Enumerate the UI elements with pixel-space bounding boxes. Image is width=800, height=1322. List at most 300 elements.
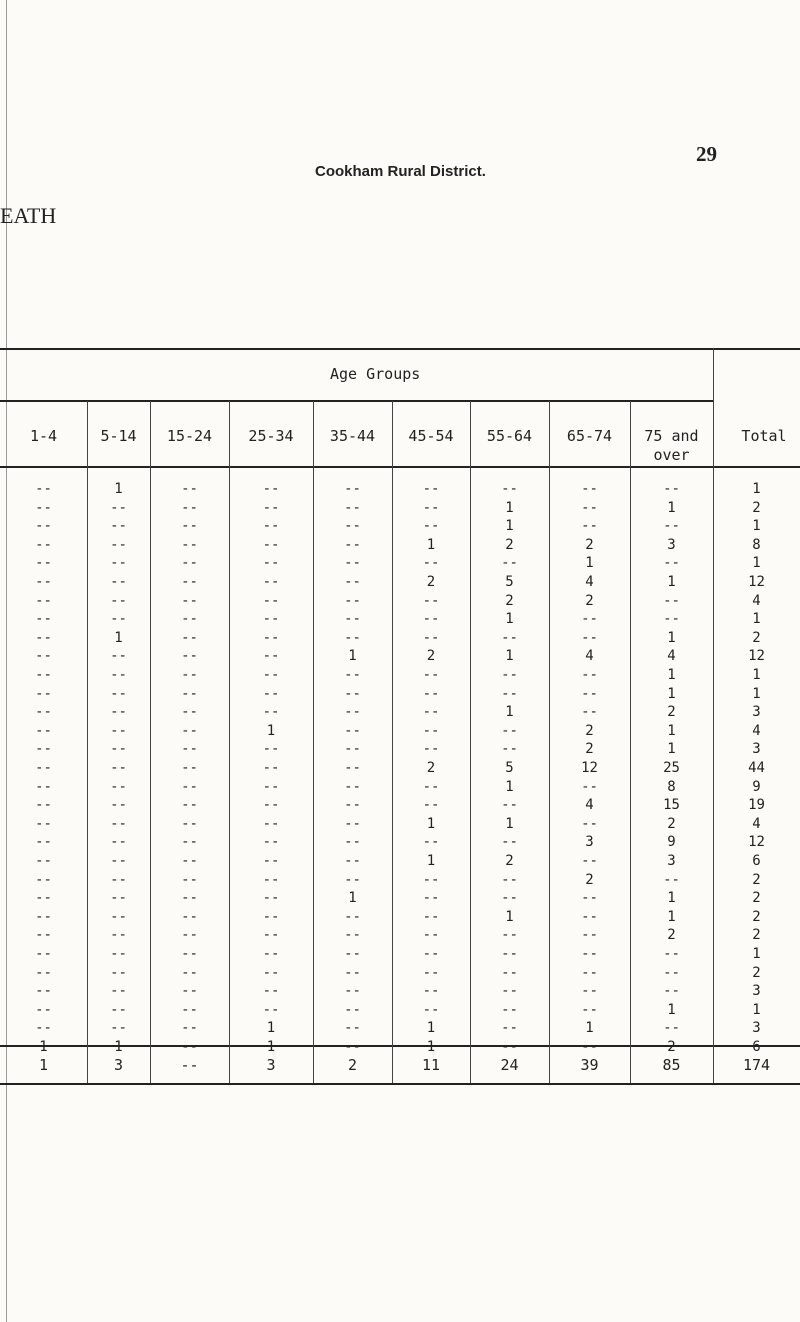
table-cell: -- (501, 1020, 518, 1037)
table-cell: 1 (752, 481, 761, 497)
table-cell: -- (35, 574, 52, 590)
table-cell: 2 (585, 741, 594, 758)
table-cell: 1 (505, 704, 514, 721)
district-title: Cookham Rural District. (315, 163, 486, 180)
table-cell: -- (110, 1020, 127, 1037)
table-cell: -- (344, 853, 361, 869)
table-cell: -- (663, 1020, 680, 1037)
table-cell: -- (181, 704, 198, 721)
table-cell: -- (35, 1001, 52, 1018)
table-cell: -- (581, 1039, 598, 1055)
table-cell: 3 (752, 704, 761, 721)
table-cell: -- (422, 890, 440, 907)
table-cell: -- (501, 871, 518, 888)
table-cell: -- (422, 667, 440, 683)
table-cell: 1 (505, 778, 514, 795)
table-cell: -- (181, 946, 198, 962)
table-cell: -- (110, 667, 127, 683)
table-cell: 2 (585, 871, 594, 888)
table-cell: 1 (752, 518, 761, 535)
table-cell: 9 (752, 778, 761, 795)
table-cell: -- (262, 518, 280, 535)
table-cell: -- (581, 499, 598, 516)
table-cell: 2 (505, 853, 514, 869)
table-cell: 1 (752, 946, 761, 962)
table-cell: 1 (752, 611, 761, 628)
table-cell: -- (181, 964, 198, 981)
table-cell: -- (35, 518, 52, 535)
table-cell: 1 (505, 908, 514, 925)
table-cell: -- (581, 704, 598, 721)
table-cell: 2 (505, 592, 514, 609)
table-cell: 4 (585, 648, 594, 665)
table-cell: 44 (748, 760, 765, 776)
table-cell: 3 (667, 853, 676, 869)
table-cell: -- (181, 815, 198, 832)
column-header: 45-54 (408, 427, 454, 445)
table-cell: -- (262, 946, 280, 962)
table-cell: 2 (667, 927, 676, 944)
table-cell: 1 (114, 1039, 123, 1055)
table-cell: -- (344, 667, 361, 683)
table-cell: -- (262, 648, 280, 665)
table-cell: -- (501, 983, 518, 1000)
table-cell: -- (581, 518, 598, 535)
table-cell: -- (35, 741, 52, 758)
table-cell: 2 (426, 574, 436, 590)
table-cell: -- (181, 481, 198, 497)
table-cell: -- (422, 871, 440, 888)
table-cell: -- (344, 722, 361, 739)
table-top-rule (0, 348, 800, 350)
table-cell: 1 (505, 648, 514, 665)
table-cell: -- (181, 778, 198, 795)
table-cell: -- (344, 741, 361, 758)
table-cell: -- (262, 983, 280, 1000)
table-cell: -- (110, 778, 127, 795)
total-cell: 3 (266, 1056, 276, 1074)
table-cell: -- (501, 667, 518, 683)
column-header: 65-74 (566, 427, 613, 445)
table-cell: -- (422, 1001, 440, 1018)
table-cell: 1 (667, 1001, 676, 1018)
table-cell: 1 (348, 648, 357, 665)
table-cell: 1 (667, 499, 676, 516)
table-cell: 2 (426, 648, 436, 665)
table-cell: 4 (585, 797, 594, 814)
table-cell: 1 (505, 518, 514, 535)
table-cell: 12 (748, 834, 765, 851)
table-cell: -- (663, 983, 680, 1000)
table-cell: -- (110, 685, 127, 702)
table-cell: -- (110, 518, 127, 535)
table-cell: -- (663, 946, 680, 962)
table-cell: -- (110, 722, 127, 739)
table-cell: 2 (585, 592, 594, 609)
table-cell: -- (581, 890, 598, 907)
table-cell: -- (344, 499, 361, 516)
table-cell: 2 (667, 704, 676, 721)
table-cell: -- (35, 871, 52, 888)
table-cell: -- (581, 983, 598, 1000)
header-divider-rule (0, 400, 713, 402)
table-cell: 1 (667, 667, 676, 683)
table-cell: -- (422, 983, 440, 1000)
table-cell: -- (344, 760, 361, 776)
table-cell: -- (181, 908, 198, 925)
total-cell: 85 (662, 1056, 681, 1074)
table-cell: -- (501, 927, 518, 944)
table-cell: -- (262, 927, 280, 944)
table-cell: 1 (752, 555, 761, 572)
table-cell: -- (344, 834, 361, 851)
table-cell: 5 (505, 574, 514, 590)
table-cell: -- (35, 722, 52, 739)
table-cell: -- (181, 722, 198, 739)
table-cell: 1 (585, 555, 594, 572)
table-cell: -- (262, 536, 280, 553)
table-cell: 2 (752, 629, 761, 646)
table-cell: -- (110, 741, 127, 758)
table-cell: -- (422, 778, 440, 795)
table-cell: -- (501, 722, 518, 739)
column-header: 35-44 (329, 427, 376, 445)
column-header-total: Total (741, 427, 787, 445)
table-cell: 5 (505, 760, 514, 776)
table-cell: -- (181, 741, 198, 758)
table-cell: -- (262, 685, 280, 702)
table-cell: -- (344, 555, 361, 572)
table-cell: -- (422, 797, 440, 814)
table-cell: -- (35, 908, 52, 925)
table-cell: -- (110, 574, 127, 590)
table-cell: -- (422, 629, 440, 646)
table-cell: -- (262, 574, 280, 590)
table-cell: 12 (748, 574, 765, 590)
table-cell: -- (422, 499, 440, 516)
total-cell: -- (180, 1056, 199, 1074)
table-cell: -- (344, 797, 361, 814)
table-cell: -- (422, 518, 440, 535)
total-cell: 11 (421, 1056, 441, 1074)
table-cell: -- (35, 481, 52, 497)
table-cell: -- (501, 964, 518, 981)
table-cell: -- (501, 1001, 518, 1018)
table-cell: -- (344, 518, 361, 535)
column-header: 1-4 (29, 427, 58, 445)
table-cell: -- (181, 1039, 198, 1055)
table-cell: -- (581, 853, 598, 869)
table-cell: -- (501, 741, 518, 758)
table-cell: 6 (752, 853, 761, 869)
table-cell: 2 (752, 964, 761, 981)
table-cell: -- (181, 499, 198, 516)
table-cell: 1 (752, 1001, 761, 1018)
table-cell: -- (35, 611, 52, 628)
table-cell: -- (181, 983, 198, 1000)
table-cell: -- (344, 611, 361, 628)
table-cell: -- (501, 555, 518, 572)
table-cell: -- (35, 1020, 52, 1037)
table-cell: -- (110, 815, 127, 832)
table-cell: -- (344, 908, 361, 925)
table-cell: -- (181, 592, 198, 609)
table-cell: 1 (426, 853, 436, 869)
table-cell: -- (344, 815, 361, 832)
table-cell: -- (581, 611, 598, 628)
table-cell: 4 (752, 815, 761, 832)
table-cell: -- (262, 499, 280, 516)
table-cell: -- (262, 908, 280, 925)
table-cell: -- (35, 964, 52, 981)
table-cell: -- (110, 927, 127, 944)
table-cell: 4 (752, 592, 761, 609)
table-cell: -- (344, 964, 361, 981)
section-label: EATH (0, 203, 57, 228)
page-number: 29 (696, 142, 717, 166)
table-cell: 12 (581, 760, 598, 776)
table-cell: -- (181, 611, 198, 628)
table-cell: -- (110, 499, 127, 516)
table-cell: -- (581, 946, 598, 962)
table-cell: -- (35, 778, 52, 795)
table-cell: -- (262, 741, 280, 758)
table-cell: 1 (426, 1020, 436, 1037)
table-cell: 2 (505, 536, 514, 553)
table-cell: -- (35, 667, 52, 683)
table-cell: 1 (667, 908, 676, 925)
table-cell: 2 (752, 871, 761, 888)
table-cell: -- (581, 778, 598, 795)
table-cell: 2 (752, 927, 761, 944)
table-cell: -- (181, 834, 198, 851)
table-cell: -- (262, 760, 280, 776)
table-cell: 2 (752, 499, 761, 516)
table-cell: -- (663, 964, 680, 981)
table-cell: 19 (748, 797, 765, 814)
table-cell: 8 (752, 536, 761, 553)
table-cell: -- (110, 834, 127, 851)
table-cell: -- (110, 871, 127, 888)
table-cell: -- (344, 1039, 361, 1055)
table-cell: -- (344, 1020, 361, 1037)
table-cell: -- (110, 964, 127, 981)
table-cell: 1 (667, 741, 676, 758)
table-cell: 3 (752, 1020, 761, 1037)
table-cell: -- (110, 908, 127, 925)
table-cell: -- (110, 760, 127, 776)
table-cell: -- (181, 574, 198, 590)
table-cell: 1 (667, 890, 676, 907)
table-cell: 25 (663, 760, 680, 776)
table-cell: -- (262, 1001, 280, 1018)
table-cell: -- (422, 592, 440, 609)
table-cell: -- (35, 946, 52, 962)
table-cell: -- (110, 536, 127, 553)
table-cell: 1 (505, 499, 514, 516)
table-cell: -- (181, 1001, 198, 1018)
table-cell: -- (422, 834, 440, 851)
table-cell: -- (344, 685, 361, 702)
table-cell: -- (110, 797, 127, 814)
table-cell: -- (501, 946, 518, 962)
table-cell: 1 (505, 815, 514, 832)
table-cell: -- (422, 927, 440, 944)
table-cell: -- (663, 518, 680, 535)
table-bottom-rule (0, 1083, 800, 1085)
table-cell: -- (35, 648, 52, 665)
column-header: 55-64 (486, 427, 533, 445)
table-cell: -- (344, 592, 361, 609)
table-cell: -- (181, 871, 198, 888)
table-cell: 1 (752, 685, 761, 702)
table-cell: -- (262, 592, 280, 609)
table-cell: -- (663, 871, 680, 888)
table-cell: -- (344, 1001, 361, 1018)
table-cell: -- (181, 536, 198, 553)
table-cell: -- (110, 704, 127, 721)
column-header: 75 and over (644, 427, 699, 464)
table-cell: -- (35, 555, 52, 572)
table-cell: 3 (752, 741, 761, 758)
table-cell: -- (181, 797, 198, 814)
table-cell: -- (181, 667, 198, 683)
table-cell: -- (35, 890, 52, 907)
table-cell: 1 (114, 481, 123, 497)
table-cell: 3 (667, 536, 676, 553)
table-cell: -- (35, 536, 52, 553)
table-cell: -- (181, 1020, 198, 1037)
table-cell: -- (501, 1039, 518, 1055)
table-cell: -- (181, 518, 198, 535)
table-cell: -- (422, 946, 440, 962)
table-cell: -- (181, 890, 198, 907)
table-cell: 1 (426, 1039, 436, 1055)
table-cell: 1 (426, 815, 436, 832)
table-cell: -- (181, 927, 198, 944)
table-cell: -- (35, 760, 52, 776)
table-cell: -- (344, 927, 361, 944)
table-cell: -- (501, 797, 518, 814)
table-cell: -- (344, 629, 361, 646)
table-cell: 4 (667, 648, 676, 665)
table-cell: 4 (585, 574, 594, 590)
table-cell: -- (344, 481, 361, 497)
table-cell: -- (344, 983, 361, 1000)
table-cell: 2 (667, 1039, 676, 1055)
table-cell: -- (35, 797, 52, 814)
table-cell: -- (110, 890, 127, 907)
table-cell: 3 (752, 983, 761, 1000)
table-cell: -- (110, 592, 127, 609)
table-cell: -- (422, 555, 440, 572)
table-cell: -- (581, 1001, 598, 1018)
header-bottom-rule (0, 466, 800, 468)
table-cell: -- (181, 555, 198, 572)
table-cell: 1 (114, 629, 123, 646)
table-cell: -- (35, 704, 52, 721)
table-cell: -- (181, 648, 198, 665)
table-cell: 1 (426, 536, 436, 553)
table-cell: -- (663, 555, 680, 572)
table-cell: -- (262, 481, 280, 497)
total-cell: 39 (580, 1056, 599, 1074)
table-cell: -- (262, 834, 280, 851)
table-cell: -- (110, 555, 127, 572)
table-cell: -- (501, 629, 518, 646)
column-header: 15-24 (166, 427, 213, 445)
table-cell: -- (581, 685, 598, 702)
age-groups-header: Age Groups (330, 365, 421, 383)
table-cell: -- (581, 908, 598, 925)
table-cell: 1 (667, 574, 676, 590)
table-cell: 1 (667, 629, 676, 646)
table-cell: -- (262, 853, 280, 869)
table-cell: -- (581, 667, 598, 683)
total-cell: 2 (347, 1056, 358, 1074)
table-cell: -- (35, 499, 52, 516)
table-cell: -- (262, 797, 280, 814)
table-cell: 1 (266, 1039, 276, 1055)
table-cell: -- (262, 629, 280, 646)
table-cell: -- (344, 536, 361, 553)
table-cell: -- (110, 853, 127, 869)
table-cell: -- (422, 908, 440, 925)
column-header: 5-14 (100, 427, 137, 445)
table-cell: 1 (39, 1039, 48, 1055)
total-cell: 174 (742, 1056, 771, 1074)
table-cell: -- (262, 778, 280, 795)
table-cell: -- (422, 741, 440, 758)
table-cell: -- (344, 574, 361, 590)
table-cell: 2 (585, 722, 594, 739)
total-cell: 3 (113, 1056, 124, 1074)
table-cell: 2 (752, 890, 761, 907)
table-cell: -- (422, 722, 440, 739)
table-cell: -- (344, 871, 361, 888)
table-cell: -- (422, 611, 440, 628)
table-cell: -- (344, 704, 361, 721)
table-cell: 2 (752, 908, 761, 925)
table-cell: 15 (663, 797, 680, 814)
table-cell: 1 (667, 685, 676, 702)
table-cell: -- (581, 927, 598, 944)
table-cell: -- (181, 853, 198, 869)
table-cell: 1 (667, 722, 676, 739)
table-cell: -- (663, 592, 680, 609)
table-cell: -- (663, 611, 680, 628)
table-cell: 9 (667, 834, 676, 851)
table-cell: -- (110, 946, 127, 962)
table-cell: -- (181, 629, 198, 646)
table-cell: -- (501, 890, 518, 907)
column-header: 25-34 (248, 427, 294, 445)
table-cell: 1 (585, 1020, 594, 1037)
table-cell: 2 (426, 760, 436, 776)
table-cell: -- (262, 815, 280, 832)
total-cell: 1 (38, 1056, 49, 1074)
table-cell: 6 (752, 1039, 761, 1055)
table-cell: 1 (266, 1020, 276, 1037)
table-cell: -- (35, 629, 52, 646)
table-cell: -- (501, 685, 518, 702)
table-cell: 8 (667, 778, 676, 795)
table-cell: -- (422, 964, 440, 981)
table-cell: 12 (748, 648, 765, 665)
table-cell: -- (35, 834, 52, 851)
table-cell: -- (262, 555, 280, 572)
table-cell: -- (422, 704, 440, 721)
